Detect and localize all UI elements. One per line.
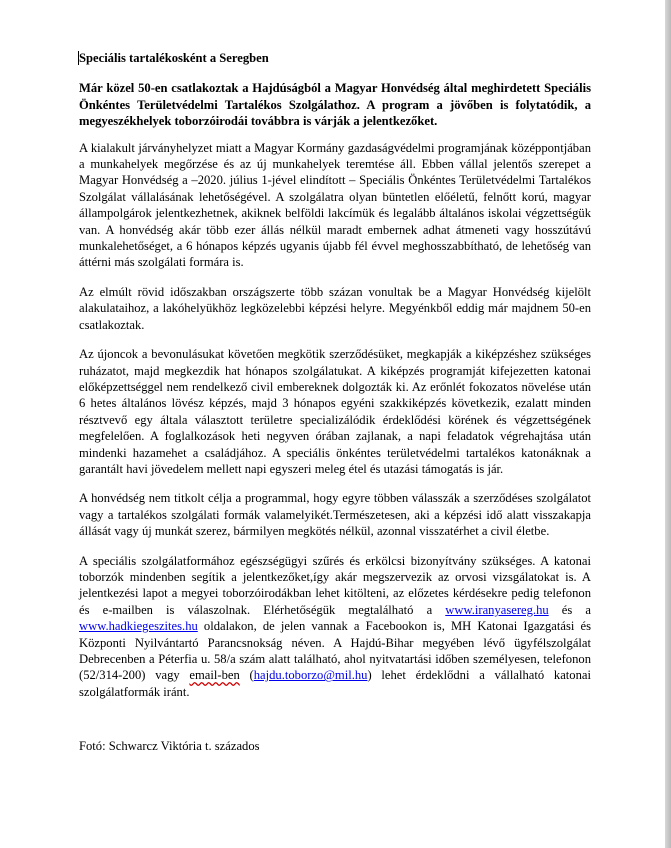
link-hadkiegeszites[interactable]: www.hadkiegeszites.hu [79, 619, 198, 634]
paragraph-5-text-d: ( [239, 668, 254, 683]
paragraph-3: Az újoncok a bevonulásukat követően megkötik szerződésüket, megkapják a kiképzéshez szükséges ruházatot, majd megkezdik hat hónapos szolgálatukat. A kiképzés programját kifejezetten katonai előképzettséggel nem rendelkező civil embereknek dolgozták ki. Az erőnlét fokozatos növelése után 6 hetes általános lövész képzés, majd 3 hónapos egyéni szakkiképzés következik, ezalatt minden résztvevő egy általa választott területre specializálódik érdeklődési körének és végzettségének megfelelően. A foglalkozások heti negyven órában zajlanak, a napi feladatok végrehajtása után mindenki hazamehet a családjához. A speciális önkéntes területvédelmi tartalékos katonáknak a garantált havi jövedelem mellett napi egyszeri meleg étel és utazási támogatás is jár. [79, 347, 591, 476]
spellcheck-word: email-ben [189, 668, 240, 683]
link-iranyasereg[interactable]: www.iranyasereg.hu [445, 602, 549, 617]
paragraph-4: A honvédség nem titkolt célja a programmal, hogy egyre többen válasszák a szerződéses szolgálatot vagy a tartalékos szolgálati formák valamelyikét.Természetesen, aki a képzési idő alatt visszakapja állását vagy új munkát szerez, bármilyen megkötés nélkül, azonnal visszatérhet a civil életbe. [79, 491, 591, 539]
paragraph-5-text-c: oldalakon, de jelen vannak a Facebookon is, MH Katonai Igazgatási és Központi Nyilvántartó Parancsnokság néven. A Hajdú-Bihar megyében lévő ügyfélszolgálat Debrecenben a Péterfia u. 58/a szám alatt található, ahol nyitvatartási időben személyesen, telefonon (52/314-200) vagy [79, 619, 591, 683]
paragraph-1: A kialakult járványhelyzet miatt a Magyar Kormány gazdaságvédelmi programjának középpontjában a munkahelyek megőrzése és az új munkahelyek teremtése áll. Ebben vállal jelentős szerepet a Magyar Honvédség a –2020. július 1-jével elindított – Speciális Önkéntes Területvédelmi Tartalékos Szolgálat vállalásának lehetőségével. A szolgálatra olyan büntetlen előéletű, felnőtt korú, magyar állampolgárok jelentkezhetnek, akiknek belföldi lakcímük és legalább általános iskolai végzettségük van. A honvédség akár több ezer állás nélkül maradt embernek adhat átmeneti vagy hosszútávú munkalehetőséget, a 6 hónapos képzés ugyanis újabb fél évvel meghosszabbítható, de lehetőség van áttérni más szolgálati formára is. [79, 140, 591, 270]
photo-credit: Fotó: Schwarcz Viktória t. százados [79, 739, 260, 754]
text-cursor [78, 51, 79, 65]
paragraph-5-text-a: A speciális szolgálatformához egészségügyi szűrés és erkölcsi bizonyítvány szükséges. A katonai toborzók mindenben segítik a jelentkezőket,így akár megszervezik az orvosi vizsgálatokat is. A jelentkezési lapot a megyei toborzóirodákban lehet kitölteni, az előzetes kérdésekre pedig telefonon és e-mailben is válaszolnak. Elérhetőségük megtalálható a [79, 553, 591, 617]
page-shadow [665, 0, 671, 848]
lead-paragraph: Már közel 50-en csatlakoztak a Hajdúságból a Magyar Honvédség által meghirdetett Speciális Önkéntes Területvédelmi Tartalékos Szolgálathoz. A program a jövőben is folytatódik, a megyeszékhelyek toborzóirodái továbbra is várják a jelentkezőket. [79, 81, 591, 129]
paragraph-5-text-e: ) lehet érdeklődni a vállalható katonai szolgálatformák iránt. [79, 668, 591, 699]
paragraph-5 [79, 553, 591, 701]
article-title [79, 50, 591, 66]
paragraph-2: Az elmúlt rövid időszakban országszerte több százan vonultak be a Magyar Honvédség kijelölt alakulataihoz, a lakóhelyükhöz legközelebbi képzési helyre. Megyénkből eddig már majdnem 50-en csatlakoztak. [79, 284, 591, 332]
email-link[interactable]: hajdu.toborzo@mil.hu [253, 668, 368, 683]
paragraph-5-text-b: és a [548, 602, 591, 617]
article-title-text: Speciális tartalékosként a Seregben [79, 51, 269, 65]
document-body[interactable] [79, 50, 591, 768]
